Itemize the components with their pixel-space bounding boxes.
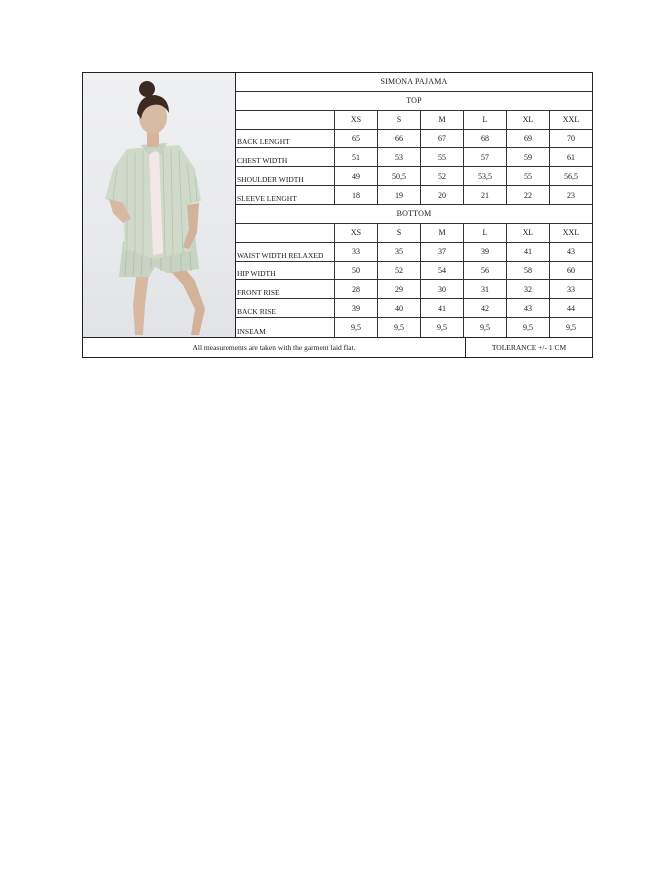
- size-header: XXL: [549, 224, 592, 242]
- measurement-cell: 56,5: [549, 167, 592, 185]
- measurement-cell: 56: [463, 262, 506, 280]
- measurement-cell: 9,5: [506, 318, 549, 337]
- measurement-cell: 68: [463, 130, 506, 148]
- size-header: S: [377, 111, 420, 129]
- measurement-note: All measurements are taken with the garment laid flat.: [83, 338, 466, 357]
- row-label: HIP WIDTH: [237, 269, 276, 279]
- measurement-cell: 29: [377, 280, 420, 298]
- measurement-cell: 70: [549, 130, 592, 148]
- row-label: WAIST WIDTH RELAXED: [237, 250, 324, 260]
- table-row: [236, 299, 592, 318]
- measurement-cell: 51: [334, 148, 377, 166]
- measurement-cell: 55: [506, 167, 549, 185]
- measurement-cell: 23: [549, 186, 592, 204]
- measurement-cell: 50: [334, 262, 377, 280]
- size-header: L: [463, 111, 506, 129]
- size-chart-body: [83, 73, 592, 338]
- measurement-cell: 39: [463, 243, 506, 261]
- row-label: BACK LENGHT: [237, 137, 290, 147]
- size-chart: [82, 72, 593, 358]
- top-section-heading: TOP: [236, 92, 592, 111]
- measurement-cell: 21: [463, 186, 506, 204]
- table-row: [236, 243, 592, 262]
- row-label: CHEST WIDTH: [237, 156, 288, 166]
- measurement-cell: 9,5: [420, 318, 463, 337]
- measurement-cell: 9,5: [334, 318, 377, 337]
- measurement-cell: 50,5: [377, 167, 420, 185]
- measurement-cell: 33: [334, 243, 377, 261]
- measurement-cell: 60: [549, 262, 592, 280]
- tolerance-note: TOLERANCE +/- 1 CM: [491, 343, 567, 352]
- measurement-cell: 28: [334, 280, 377, 298]
- measurement-cell: 35: [377, 243, 420, 261]
- measurement-cell: 66: [377, 130, 420, 148]
- size-header: XS: [334, 224, 377, 242]
- measurement-cell: 43: [549, 243, 592, 261]
- model-illustration: [83, 73, 236, 337]
- measurement-cell: 30: [420, 280, 463, 298]
- measurement-cell: 53,5: [463, 167, 506, 185]
- measurement-cell: 53: [377, 148, 420, 166]
- measurement-cell: 59: [506, 148, 549, 166]
- measurement-cell: 22: [506, 186, 549, 204]
- table-row: [236, 167, 592, 186]
- measurement-cell: 40: [377, 299, 420, 317]
- measurement-cell: 43: [506, 299, 549, 317]
- table-row: [236, 262, 592, 281]
- size-header: XL: [506, 224, 549, 242]
- bottom-section-heading: BOTTOM: [236, 205, 592, 224]
- header-label-empty: [236, 111, 334, 129]
- size-header: M: [420, 224, 463, 242]
- header-label-empty: [236, 224, 334, 242]
- measurement-cell: 39: [334, 299, 377, 317]
- measurement-cell: 44: [549, 299, 592, 317]
- measurement-cell: 67: [420, 130, 463, 148]
- size-header: XS: [334, 111, 377, 129]
- measurement-cell: 55: [420, 148, 463, 166]
- measurement-cell: 58: [506, 262, 549, 280]
- row-label: BACK RISE: [237, 307, 276, 317]
- table-row: [236, 130, 592, 149]
- bottom-size-header-row: [236, 224, 592, 243]
- size-header: M: [420, 111, 463, 129]
- measurement-cell: 54: [420, 262, 463, 280]
- measurement-cell: 42: [463, 299, 506, 317]
- table-title: SIMONA PAJAMA: [236, 73, 592, 92]
- table-row: [236, 186, 592, 205]
- measurement-cell: 32: [506, 280, 549, 298]
- measurement-cell: 41: [506, 243, 549, 261]
- table-row: [236, 318, 592, 337]
- size-header: L: [463, 224, 506, 242]
- measurement-cell: 9,5: [463, 318, 506, 337]
- row-label: SHOULDER WIDTH: [237, 175, 304, 185]
- measurement-cell: 31: [463, 280, 506, 298]
- product-photo: [83, 73, 236, 337]
- measurement-cell: 52: [420, 167, 463, 185]
- measurement-cell: 69: [506, 130, 549, 148]
- table-row: [236, 148, 592, 167]
- measurement-cell: 20: [420, 186, 463, 204]
- table-row: [236, 280, 592, 299]
- measurement-cell: 61: [549, 148, 592, 166]
- row-label: INSEAM: [237, 327, 266, 337]
- measurement-table: [236, 73, 592, 337]
- measurement-cell: 52: [377, 262, 420, 280]
- chart-footer: [83, 338, 592, 357]
- measurement-cell: 18: [334, 186, 377, 204]
- measurement-cell: 19: [377, 186, 420, 204]
- row-label: SLEEVE LENGHT: [237, 194, 297, 204]
- top-size-header-row: [236, 111, 592, 130]
- measurement-cell: 9,5: [377, 318, 420, 337]
- size-header: XL: [506, 111, 549, 129]
- measurement-cell: 65: [334, 130, 377, 148]
- row-label: FRONT RISE: [237, 288, 280, 298]
- measurement-cell: 9,5: [549, 318, 592, 337]
- measurement-cell: 41: [420, 299, 463, 317]
- measurement-cell: 49: [334, 167, 377, 185]
- measurement-cell: 33: [549, 280, 592, 298]
- measurement-cell: 57: [463, 148, 506, 166]
- size-header: S: [377, 224, 420, 242]
- size-header: XXL: [549, 111, 592, 129]
- measurement-cell: 37: [420, 243, 463, 261]
